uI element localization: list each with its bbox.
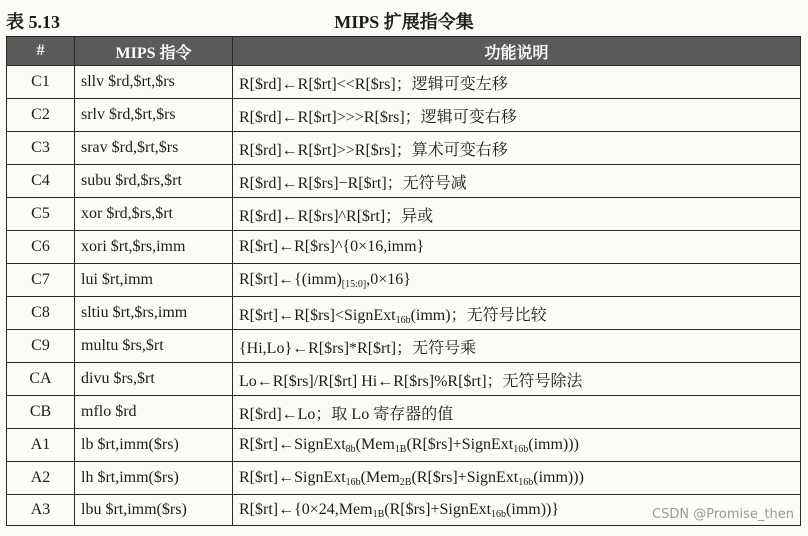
table-body xyxy=(7,66,801,526)
description-subscript: 16b xyxy=(513,444,529,455)
table-row xyxy=(7,429,801,462)
description-text: R[$rt]←{0×24,Mem xyxy=(239,501,373,518)
row-instruction: subu $rd,$rs,$rt xyxy=(75,165,233,198)
row-description xyxy=(233,429,801,462)
description-subscript: 16b xyxy=(518,477,534,488)
row-instruction: lb $rt,imm($rs) xyxy=(75,429,233,462)
row-description xyxy=(233,198,801,231)
row-id: C3 xyxy=(7,132,75,165)
header-instruction: MIPS 指令 xyxy=(75,37,233,66)
description-subscript: 16b xyxy=(345,477,361,488)
description-text: Lo←R[$rs]/R[$rt] Hi←R[$rs]%R[$rt]；无符号除法 xyxy=(239,372,583,390)
row-id: A1 xyxy=(7,429,75,462)
row-instruction: xor $rd,$rs,$rt xyxy=(75,198,233,231)
table-row xyxy=(7,99,801,132)
description-text: R[$rt]←R[$rs]^{0×16,imm} xyxy=(239,238,425,255)
description-subscript: 1B xyxy=(372,509,385,520)
description-text: (imm))) xyxy=(533,469,584,486)
description-text: R[$rd]←R[$rt]>>R[$rs]；算术可变右移 xyxy=(239,141,508,159)
description-text: R[$rt]←{(imm) xyxy=(239,271,342,288)
table-row xyxy=(7,297,801,330)
row-description xyxy=(233,363,801,396)
description-text: R[$rd]←R[$rt]>>>R[$rs]；逻辑可变右移 xyxy=(239,108,517,126)
description-text: R[$rt]←R[$rs]<SignExt xyxy=(239,306,396,324)
row-id: C9 xyxy=(7,330,75,363)
row-id: C6 xyxy=(7,231,75,264)
row-description xyxy=(233,297,801,330)
row-id: CB xyxy=(7,396,75,429)
row-instruction: srav $rd,$rt,$rs xyxy=(75,132,233,165)
description-text: (Mem xyxy=(360,469,400,486)
table-row xyxy=(7,165,801,198)
mips-instruction-table xyxy=(6,36,801,526)
description-subscript: 2B xyxy=(399,477,412,488)
table-row xyxy=(7,462,801,495)
row-instruction: lui $rt,imm xyxy=(75,264,233,297)
table-header-row xyxy=(7,37,801,66)
description-text: (R[$rs]+SignExt xyxy=(384,501,492,518)
watermark: CSDN @Promise_then xyxy=(652,507,794,522)
description-text: (R[$rs]+SignExt xyxy=(411,469,519,486)
description-text: R[$rd]←Lo；取 Lo 寄存器的值 xyxy=(239,405,454,423)
header-number: # xyxy=(7,37,75,66)
table-caption xyxy=(6,6,802,34)
description-text: (imm))} xyxy=(506,501,560,518)
row-instruction: srlv $rd,$rt,$rs xyxy=(75,99,233,132)
description-text: (imm))) xyxy=(528,436,579,453)
table-row xyxy=(7,231,801,264)
row-description xyxy=(233,462,801,495)
description-text: R[$rt]←SignExt xyxy=(239,436,346,453)
table-row xyxy=(7,198,801,231)
row-description xyxy=(233,396,801,429)
table-row xyxy=(7,330,801,363)
header-description: 功能说明 xyxy=(233,37,801,66)
row-description xyxy=(233,66,801,99)
row-description xyxy=(233,165,801,198)
row-instruction: lh $rt,imm($rs) xyxy=(75,462,233,495)
row-instruction: mflo $rd xyxy=(75,396,233,429)
description-subscript: 16b xyxy=(491,509,507,520)
row-description xyxy=(233,99,801,132)
table-row xyxy=(7,396,801,429)
row-description xyxy=(233,132,801,165)
description-text: R[$rd]←R[$rs]−R[$rt]；无符号减 xyxy=(239,174,467,192)
row-description xyxy=(233,264,801,297)
row-id: C4 xyxy=(7,165,75,198)
row-id: A3 xyxy=(7,495,75,526)
description-text: (R[$rs]+SignExt xyxy=(406,436,514,453)
row-instruction: multu $rs,$rt xyxy=(75,330,233,363)
row-description xyxy=(233,231,801,264)
description-subscript: [15:0] xyxy=(341,279,367,290)
table-row xyxy=(7,66,801,99)
table-row xyxy=(7,132,801,165)
description-text: (Mem xyxy=(355,436,395,453)
row-instruction: sllv $rd,$rt,$rs xyxy=(75,66,233,99)
row-id: C8 xyxy=(7,297,75,330)
table-number: 表 5.13 xyxy=(6,12,60,32)
row-id: A2 xyxy=(7,462,75,495)
row-id: C5 xyxy=(7,198,75,231)
row-instruction: xori $rt,$rs,imm xyxy=(75,231,233,264)
row-instruction: sltiu $rt,$rs,imm xyxy=(75,297,233,330)
description-text: R[$rd]←R[$rs]^R[$rt]；异或 xyxy=(239,207,434,225)
table-row xyxy=(7,264,801,297)
row-id: C2 xyxy=(7,99,75,132)
description-text: R[$rt]←SignExt xyxy=(239,469,346,486)
row-instruction: divu $rs,$rt xyxy=(75,363,233,396)
description-text: {Hi,Lo}←R[$rs]*R[$rt]；无符号乘 xyxy=(239,339,477,357)
description-text: ,0×16} xyxy=(366,271,411,288)
description-subscript: 8b xyxy=(345,444,356,455)
table-row xyxy=(7,363,801,396)
row-instruction: lbu $rt,imm($rs) xyxy=(75,495,233,526)
row-id: C1 xyxy=(7,66,75,99)
description-subscript: 16b xyxy=(395,314,411,326)
row-id: C7 xyxy=(7,264,75,297)
description-subscript: 1B xyxy=(394,444,407,455)
row-description xyxy=(233,330,801,363)
description-text: R[$rd]←R[$rt]<<R[$rs]；逻辑可变左移 xyxy=(239,75,508,93)
row-id: CA xyxy=(7,363,75,396)
description-text: (imm)；无符号比较 xyxy=(410,306,547,324)
table-title: MIPS 扩展指令集 xyxy=(334,12,474,32)
